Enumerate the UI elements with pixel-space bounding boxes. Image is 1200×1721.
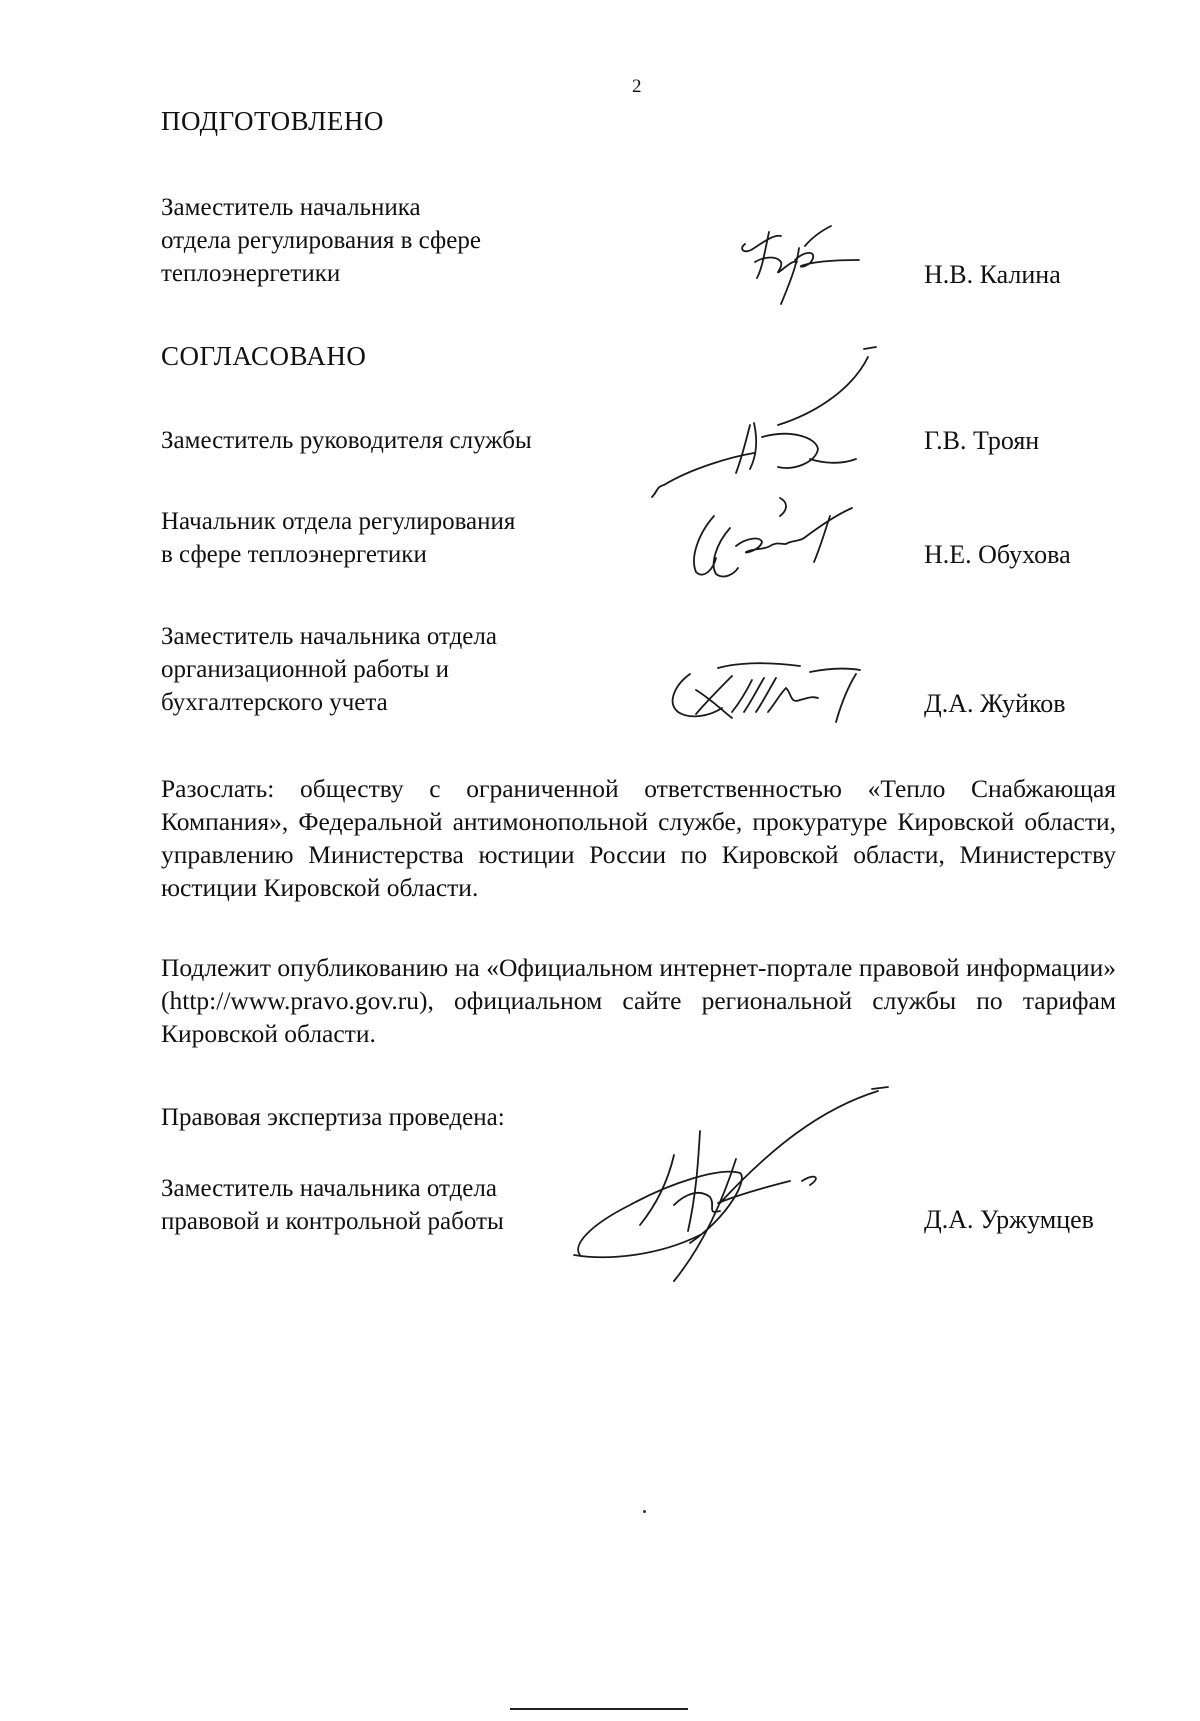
prepared-name: Н.В. Калина xyxy=(924,260,1061,289)
scan-speck xyxy=(643,1510,646,1513)
signature-obukhova xyxy=(680,488,880,588)
agreed-position-2: Начальник отдела регулирования в сфере теплоэнергетики xyxy=(161,508,516,568)
publication-paragraph: Подлежит опубликованию на «Официальном интернет-портале правовой информации» (http://www.pravo.gov.ru), официальном сайте региональной службы по тарифам Кировской области. xyxy=(161,953,1116,1048)
signature-urzhumtsev xyxy=(570,1085,940,1285)
signature-troyan xyxy=(650,345,910,505)
prepared-heading: ПОДГОТОВЛЕНО xyxy=(161,106,384,136)
agreed-heading: СОГЛАСОВАНО xyxy=(161,341,367,371)
page-number: 2 xyxy=(632,76,642,97)
prepared-position: Заместитель начальника отдела регулирования в сфере теплоэнергетики xyxy=(161,194,481,287)
agreed-position-3: Заместитель начальника отдела организационной работы и бухгалтерского учета xyxy=(161,623,497,716)
legal-review-name: Д.А. Уржумцев xyxy=(924,1205,1094,1234)
signature-kalina xyxy=(735,222,865,312)
agreed-name-1: Г.В. Троян xyxy=(924,426,1040,455)
distribution-paragraph: Разослать: обществу с ограниченной ответственностью «Тепло Снабжающая Компания», Федеральной антимонопольной службе, прокуратуре Кировской области, управлению Министерства юстиции России по Кировской области, Министерству юстиции Кировской области. xyxy=(161,774,1116,902)
agreed-name-3: Д.А. Жуйков xyxy=(924,689,1066,718)
signature-zhuykov xyxy=(660,660,890,730)
agreed-position-1: Заместитель руководителя службы xyxy=(161,427,532,454)
agreed-name-2: Н.Е. Обухова xyxy=(924,540,1071,569)
legal-review-position: Заместитель начальника отдела правовой и контрольной работы xyxy=(161,1175,504,1235)
legal-review-label: Правовая экспертиза проведена: xyxy=(161,1104,505,1131)
bottom-rule xyxy=(510,1708,688,1710)
